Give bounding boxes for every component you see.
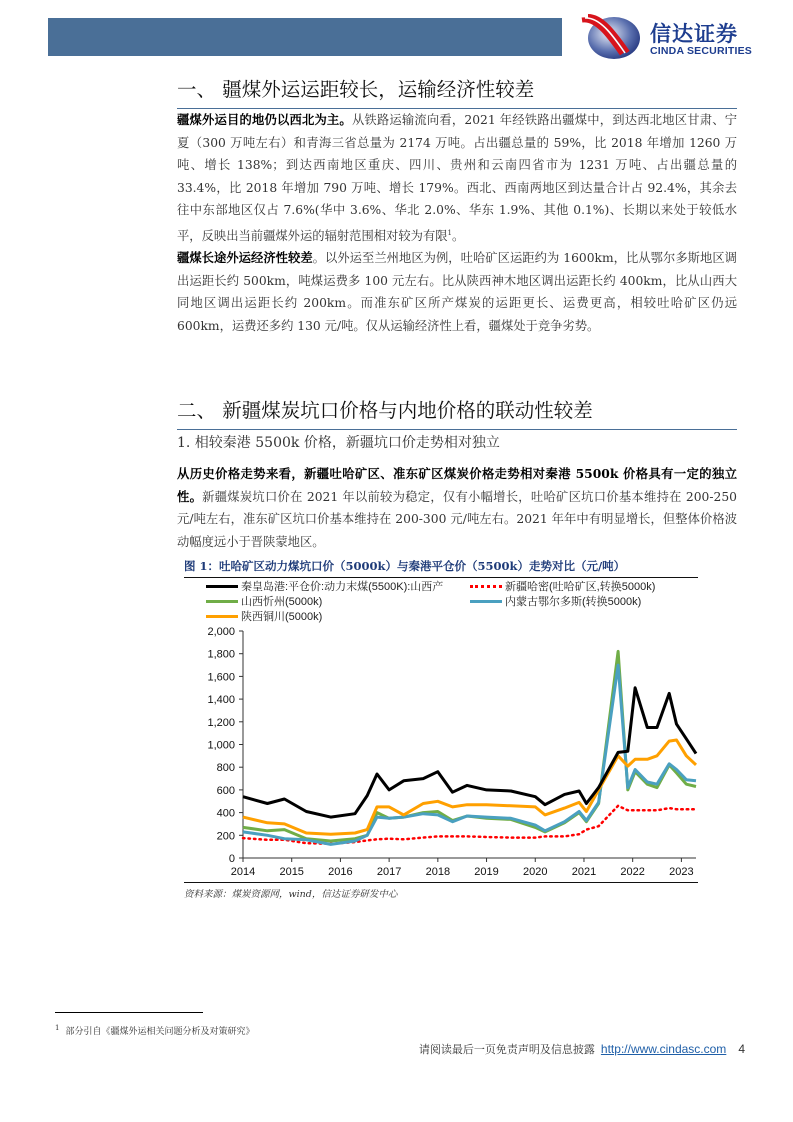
legend-item-xinzhou xyxy=(206,593,322,609)
footnote-text: 部分引自《疆煤外运相关问题分析及对策研究》 xyxy=(65,1027,255,1037)
legend-item-hami xyxy=(470,578,655,594)
para-2-lead: 疆煤长途外运经济性较差 xyxy=(177,250,313,265)
disclaimer-text: 请阅读最后一页免责声明及信息披露 xyxy=(418,1043,595,1056)
para-1-end: 。 xyxy=(452,228,465,243)
y-tick-label: 600 xyxy=(216,784,235,797)
legend-label: 内蒙古鄂尔多斯(转换5000k) xyxy=(505,596,642,608)
page-number: 4 xyxy=(738,1042,745,1056)
footnote-number: 1 xyxy=(55,1024,60,1032)
legend-swatch-green xyxy=(206,600,238,603)
x-tick-label: 2019 xyxy=(474,866,499,878)
section-2-body: 新疆煤炭坑口价在 2021 年以前较为稳定，仅有小幅增长，吐哈矿区坑口价基本维持在 200-250 元/吨左右，准东矿区坑口价基本维持在 200-300 元/吨左右。2021 年年中有明显增长，但整体价格波动幅度远小于晋陕蒙地区。 xyxy=(177,489,737,549)
x-tick-label: 2021 xyxy=(571,866,597,878)
y-tick-label: 1,200 xyxy=(207,716,235,729)
legend-item-qinhuangdao xyxy=(206,578,443,594)
x-tick-label: 2017 xyxy=(376,866,402,878)
legend-swatch-blue xyxy=(470,600,502,603)
footnote-ref[interactable]: 1 xyxy=(447,228,453,237)
para-1-lead: 疆煤外运目的地仍以西北为主。 xyxy=(177,112,352,127)
y-tick-label: 1,600 xyxy=(207,671,235,684)
brand-logo xyxy=(578,14,778,60)
x-tick-label: 2022 xyxy=(620,866,645,878)
y-tick-label: 0 xyxy=(228,853,235,865)
series-line xyxy=(243,688,696,817)
section-2-paragraph xyxy=(177,463,737,553)
x-tick-label: 2020 xyxy=(523,866,548,878)
series-line xyxy=(243,665,696,844)
x-tick-label: 2018 xyxy=(425,866,451,878)
legend-swatch-red-dotted xyxy=(470,585,502,588)
x-tick-label: 2014 xyxy=(230,866,256,878)
x-tick-label: 2016 xyxy=(328,866,353,878)
section-1-title: 一、 疆煤外运运距较长，运输经济性较差 xyxy=(177,74,737,109)
y-tick-label: 1,000 xyxy=(207,739,235,752)
website-link[interactable]: http://www.cindasc.com xyxy=(600,1042,727,1056)
brand-name-en: CINDA SECURITIES xyxy=(650,45,752,57)
x-tick-label: 2015 xyxy=(279,866,304,878)
legend-swatch-orange xyxy=(206,615,238,618)
section-2-subtitle: 1. 相较秦港 5500k 价格，新疆坑口价走势相对独立 xyxy=(177,435,500,451)
y-tick-label: 800 xyxy=(216,762,235,775)
cinda-logo-icon xyxy=(578,14,644,60)
header-bar xyxy=(48,18,562,56)
brand-name-cn: 信达证券 xyxy=(650,22,738,46)
footnote xyxy=(55,1024,254,1037)
section-1-paragraph-1 xyxy=(177,109,737,247)
legend-label: 秦皇岛港:平仓价:动力末煤(5500K):山西产 xyxy=(241,581,444,593)
section-2-lead: 从历史价格走势来看，新疆吐哈矿区、准东矿区煤炭价格走势相对秦港 5500k 价格具有一定的独立性。 xyxy=(177,466,737,504)
y-tick-label: 400 xyxy=(216,807,235,820)
page-footer xyxy=(419,1041,745,1057)
footnote-divider xyxy=(55,1012,203,1013)
section-1-paragraph-2 xyxy=(177,247,737,337)
figure-source: 资料来源：煤炭资源网，wind，信达证券研发中心 xyxy=(184,882,698,900)
y-tick-label: 2,000 xyxy=(207,626,235,638)
para-1-body: 从铁路运输流向看，2021 年经铁路出疆煤中，到达西北地区甘肃、宁夏（300 万吨左右）和青海三省总量为 2174 万吨。占出疆总量的 59%，比 2018 年增加 1260 万吨、增长 138%；到达西南地区重庆、四川、贵州和云南四省市为 1231 万吨、占出疆总量的 33.4%，比 2018 年增加 790 万吨、增长 179%。西北、西南两地区到达量合计占 92.4%，其余去往中东部地区仅占 7.6%(华中 3.6%、华北 2.0%、华东 1.9%、其他 0.1%)、长期以来处于较低水平，反映出当前疆煤外运的辐射范围相对较为有限 xyxy=(177,113,737,243)
y-tick-label: 1,800 xyxy=(207,648,235,661)
legend-label: 山西忻州(5000k) xyxy=(241,596,323,608)
x-tick-label: 2023 xyxy=(669,866,694,878)
para-2-body: 。以外运至兰州地区为例，吐哈矿区运距约为 1600km，比从鄂尔多斯地区调出运距长约 500km，吨煤运费多 100 元左右。比从陕西神木地区调出运距长约 400km，比从山西大同地区调出运距长约 200km。而准东矿区所产煤炭的运距更长、运费更高，相较吐哈矿区仍远 600km，运费还多约 130 元/吨。仅从运输经济性上看，疆煤处于竞争劣势。 xyxy=(177,251,737,333)
legend-item-ordos xyxy=(470,593,641,609)
y-tick-label: 1,400 xyxy=(207,694,235,707)
section-2-title: 二、 新疆煤炭坑口价格与内地价格的联动性较差 xyxy=(177,395,737,430)
figure-title: 图 1：吐哈矿区动力煤坑口价（5000k）与秦港平仓价（5500k）走势对比（元/吨） xyxy=(184,558,698,578)
y-tick-label: 200 xyxy=(216,830,235,843)
legend-label: 陕西铜川(5000k) xyxy=(241,611,323,623)
line-chart xyxy=(190,622,710,882)
legend-label: 新疆哈密(吐哈矿区,转换5000k) xyxy=(505,581,656,593)
legend-swatch-black xyxy=(206,585,238,588)
